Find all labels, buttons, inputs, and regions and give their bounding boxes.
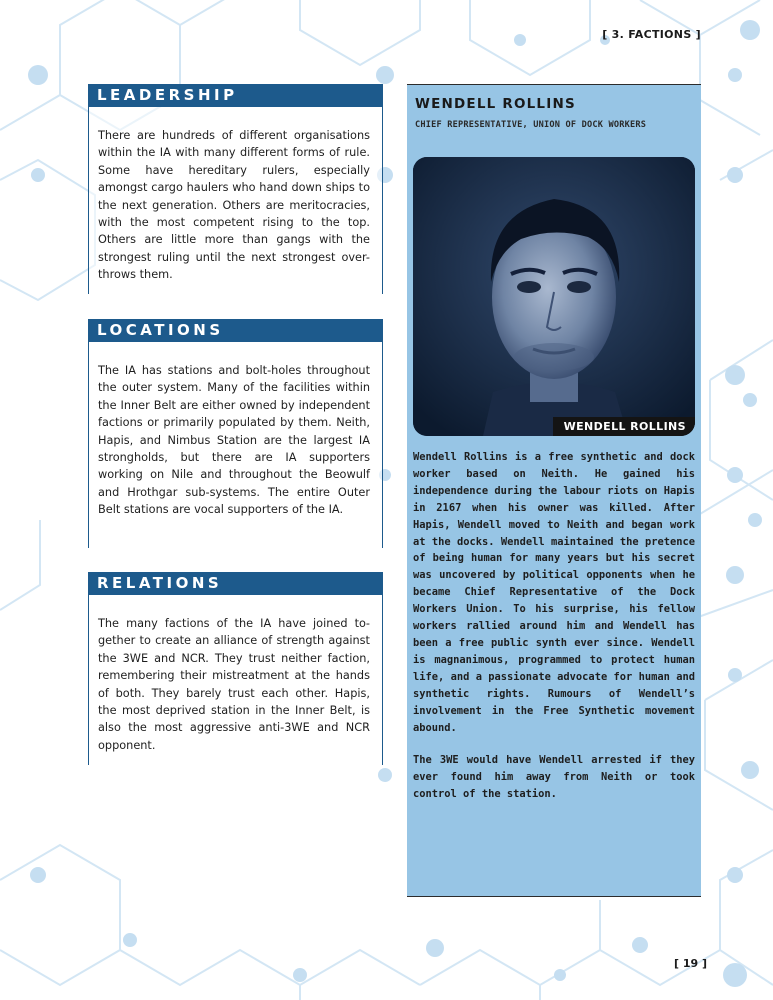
character-bio: [413, 449, 695, 803]
portrait-photo: [413, 157, 695, 436]
leadership-section: [88, 84, 383, 294]
bio-paragraph: Wendell Rollins is a free synthetic and dock worker based on Neith. He gained his independence during the labour riots on Hapis in 2167 when his owner was killed. After Hapis, Wendell moved to Neith and began work at the docks. Wendell maintained the pretence of being human for many years but his secret was uncovered by political opponents when he became Chief Representative of the Dock Workers Union. To his surprise, his fellow workers rallied around him and Wendell has been a free public synth ever since. Wendell is magnanimous, programmed to protect human life, and a passionate advocate for human and synthetic rights. Rumours of Wendell’s involvement in the Free Synthetic movement abound.: [413, 451, 695, 734]
section-body: The many factions of the IA have joined together to create an alliance of strength against the 3WE and NCR. They trust neither faction, remembering their mistreatment at the hands of both. They barely trust each other. Hapis, the most deprived station in the Inner Belt, is also the most aggressive anti-3WE and NCR opponent.: [98, 617, 370, 752]
page-number: [ 19 ]: [674, 957, 708, 970]
character-role: CHIEF REPRESENTATIVE, UNION OF DOCK WORKERS: [415, 120, 647, 130]
section-body: The IA has stations and bolt-holes throughout the outer system. Many of the facilities within the Inner Belt are either owned by independent factions or primarily populated by them. Neith, Hapis, and Nimbus Station are the largest IA strongholds, but there are IA supporters working on Nile and throughout the Beowulf and Hrothgar sub-systems. The entire Outer Belt stations are vocal supporters of the IA.: [98, 364, 370, 517]
section-body: There are hundreds of different organisations within the IA with many different forms of rule. Some have hereditary rulers, especially amongst cargo haulers who hand down ships to the next generation. Others are meritocracies, with the most competent rising to the top. Others are little more than gangs with the strongest ruling until the next strongest over-throws them.: [98, 129, 370, 282]
character-sidebar: [407, 84, 701, 897]
section-title: RELATIONS: [88, 572, 383, 595]
character-name: WENDELL ROLLINS: [415, 96, 576, 112]
bio-paragraph: The 3WE would have Wendell arrested if they ever found him away from Neith or took control of the station.: [413, 754, 695, 801]
portrait-caption: WENDELL ROLLINS: [553, 417, 695, 436]
portrait-photo-icon: [413, 157, 695, 436]
section-title: LEADERSHIP: [88, 84, 383, 107]
chapter-label: [ 3. FACTIONS ]: [602, 28, 701, 41]
section-title: LOCATIONS: [88, 319, 383, 342]
locations-section: [88, 319, 383, 548]
relations-section: [88, 572, 383, 765]
